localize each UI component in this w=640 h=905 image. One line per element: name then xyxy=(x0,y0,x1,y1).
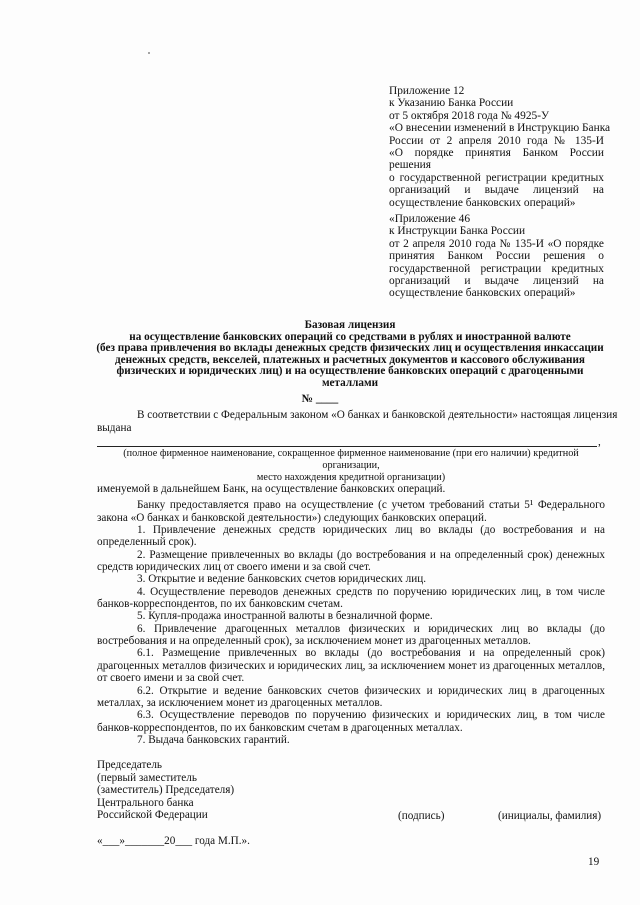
signatory-line: (первый заместитель xyxy=(97,771,197,784)
page-number: 19 xyxy=(588,856,600,868)
appendix-46-header xyxy=(389,213,604,300)
intro-text: В соответствии с Федеральным законом «О банках и банковской деятельности» настоящая лицензия xyxy=(137,409,618,421)
initials-caption: (инициалы, фамилия) xyxy=(498,810,602,822)
header-line: «О внесении изменений в Инструкцию Банка xyxy=(389,122,611,135)
header-line: организаций и выдаче лицензий на xyxy=(389,184,604,197)
license-number: № ____ xyxy=(301,393,339,405)
line-comma: , xyxy=(598,436,601,448)
caption-line: место нахождения кредитной организации) xyxy=(256,472,446,483)
signatory-line: Председатель xyxy=(97,759,163,771)
organization-caption xyxy=(97,448,605,484)
signatory-line: Центрального банка xyxy=(97,796,194,809)
title-line: Базовая лицензия xyxy=(304,319,396,331)
operation-item: 1. Привлечение денежных средств юридических лиц во вклады (до востребования и на определенный срок). xyxy=(97,524,605,549)
operation-item: 2. Размещение привлеченных во вклады (до востребования и на определенный срок) денежных средств юридических лиц от своего имени и за свой счет. xyxy=(97,548,605,574)
header-line: о государственной регистрации кредитных xyxy=(389,171,604,184)
header-line: Приложение 12 xyxy=(389,85,465,97)
signature-block xyxy=(97,759,234,822)
organization-name-line xyxy=(97,446,597,447)
header-line: «Приложение 46 xyxy=(389,213,471,225)
scan-speck xyxy=(148,52,150,54)
issued-label: выдана xyxy=(97,422,132,434)
title-line: физических и юридических лиц) и на осуществление банковских операций с драгоценными xyxy=(116,365,584,378)
signature-caption: (подпись) xyxy=(398,810,445,822)
operation-item: 6.3. Осуществление переводов по поручению физических и юридических лиц, в том числе банков-корреспондентов, по их банковским счетам в драгоценных металлах. xyxy=(97,709,605,734)
header-line: России от 2 апреля 2010 года № 135-И xyxy=(389,134,604,147)
date-and-seal: «___»_______20___ года М.П.». xyxy=(97,835,250,847)
license-title xyxy=(90,320,610,390)
header-line: от 5 октября 2018 года № 4925-У xyxy=(389,109,550,122)
granted-paragraph: Банку предоставляется право на осуществление (с учетом требований статьи 5¹ Федерального закона «О банках и банковской деятельности») следующих банковских операций. xyxy=(97,499,605,524)
operation-item: 4. Осуществление переводов денежных средств по поручению юридических лиц, в том числе банков-корреспондентов, по их банковским счетам. xyxy=(97,585,605,611)
caption-line: (полное фирменное наименование, сокращенное фирменное наименование (при его наличии) кредитной организации, xyxy=(123,448,579,471)
header-line: осуществление банковских операций» xyxy=(389,287,576,300)
header-line: осуществление банковских операций» xyxy=(389,196,576,209)
operation-item: 3. Открытие и ведение банковских счетов юридических лиц. xyxy=(137,573,427,586)
header-line: принятия Банком России решения о xyxy=(389,250,604,263)
signatory-line: Российской Федерации xyxy=(97,809,208,822)
appendix-12-header xyxy=(389,85,611,209)
operation-item: 5. Купля-продажа иностранной валюты в безналичной форме. xyxy=(137,610,433,623)
named-paragraph: именуемой в дальнейшем Банк, на осуществление банковских операций. xyxy=(97,483,446,495)
header-line: к Инструкции Банка России xyxy=(389,225,526,238)
operation-item: 7. Выдача банковских гарантий. xyxy=(137,733,290,746)
title-line: металлами xyxy=(321,376,379,389)
header-line: государственной регистрации кредитных xyxy=(389,262,604,275)
operation-item: 6.1. Размещение привлеченных во вклады (до востребования и на определенный срок) драгоценных металлов физических и юридических лиц, за исключением монет из драгоценных металлов, от своего имени и за свой счет. xyxy=(97,647,605,685)
title-line: (без права привлечения во вклады денежных средств физических лиц и осуществления инкассации xyxy=(96,342,604,355)
header-line: от 2 апреля 2010 года № 135-И «О порядке xyxy=(389,237,604,250)
operation-item: 6. Привлечение драгоценных металлов физических и юридических лиц во вклады (до востребования и на определенный срок), за исключением монет из драгоценных металлов. xyxy=(97,622,605,648)
title-line: на осуществление банковских операций со средствами в рублях и иностранной валюте xyxy=(129,330,571,343)
operation-item: 6.2. Открытие и ведение банковских счетов физических и юридических лиц в драгоценных металлах, за исключением монет из драгоценных металлов. xyxy=(97,684,605,709)
license-body xyxy=(97,483,605,746)
signatory-line: (заместитель) Председателя) xyxy=(97,784,235,797)
header-line: «О порядке принятия Банком России решения xyxy=(389,147,604,172)
title-line: денежных средств, векселей, платежных и расчетных документов и кассового обслуживания xyxy=(115,353,585,366)
header-line: к Указанию Банка России xyxy=(389,97,514,110)
header-line: организаций и выдаче лицензий на xyxy=(389,275,604,288)
